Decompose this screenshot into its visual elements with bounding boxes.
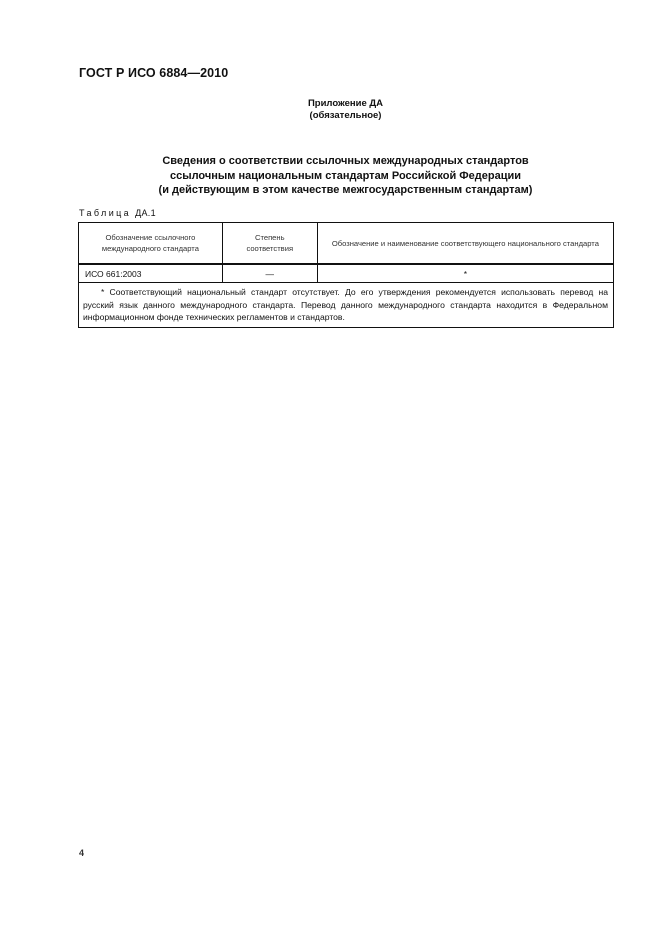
cell-national-standard: * [317, 264, 613, 283]
table-header-row [79, 223, 614, 265]
cell-degree: — [222, 264, 317, 283]
column-header-text: Обозначение ссылочного международного стандарта [101, 233, 199, 253]
table-footnote-row [79, 283, 614, 328]
column-header-text: Степень соответствия [246, 233, 294, 253]
column-header-international-standard [79, 223, 223, 265]
table-footnote [79, 283, 614, 328]
table-caption [79, 208, 156, 218]
correspondence-table [78, 222, 614, 328]
column-header-degree [222, 223, 317, 265]
column-header-text: Обозначение и наименование соответствующего национального стандарта [331, 238, 599, 248]
table-caption-label: Таблица [79, 208, 132, 218]
table-row [79, 264, 614, 283]
section-title-line-1: Сведения о соответствии ссылочных международных стандартов [162, 155, 529, 167]
column-header-national-standard [317, 223, 613, 265]
section-title [0, 154, 661, 198]
page-number: 4 [79, 848, 85, 858]
document-header: ГОСТ Р ИСО 6884—2010 [79, 66, 229, 80]
annex-heading [0, 98, 661, 122]
annex-title: Приложение ДА [307, 98, 384, 109]
cell-international-standard: ИСО 661:2003 [79, 264, 223, 283]
section-title-line-3: (и действующим в этом качестве межгосударственным стандартам) [158, 184, 533, 196]
table-caption-number: ДА.1 [135, 208, 156, 218]
section-title-line-2: ссылочным национальным стандартам Российской Федерации [169, 169, 522, 182]
table-footnote-text: * Соответствующий национальный стандарт отсутствует. До его утверждения рекомендуется использовать перевод на русский язык данного международного стандарта. Перевод данного международного стандарта находится в Федеральном информационном фонде технических регламентов и стандартов. [83, 287, 608, 322]
annex-status: (обязательное) [309, 110, 382, 121]
